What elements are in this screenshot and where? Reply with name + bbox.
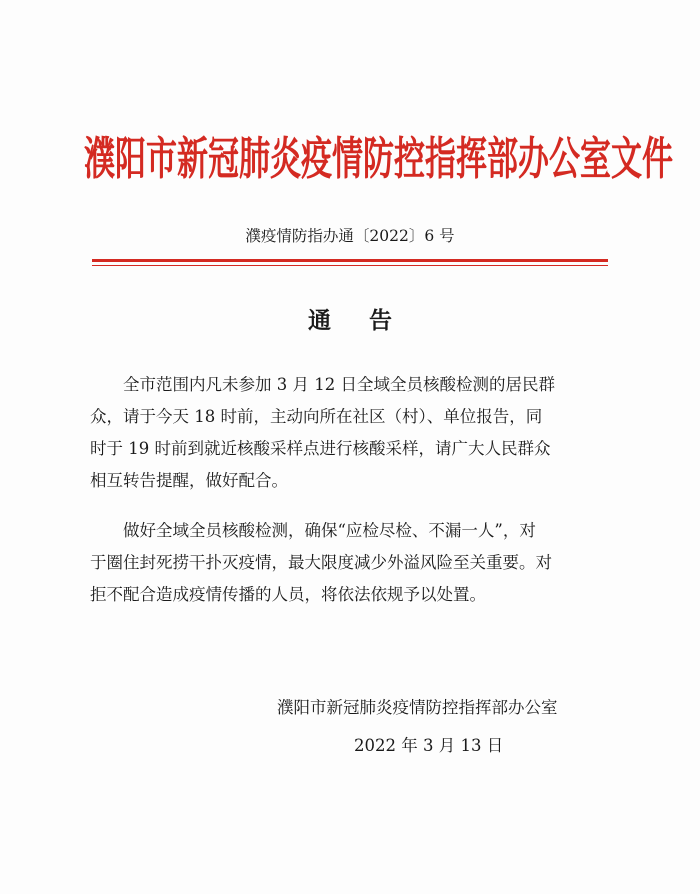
document-number: 濮疫情防指办通〔2022〕6 号 [245,227,455,245]
paragraph-line: 时于 19 时前到就近核酸采样点进行核酸采样，请广大人民群众 [90,439,551,458]
body-paragraph-1 [90,369,610,497]
paragraph-line: 全市范围内凡未参加 3 月 12 日全域全员核酸检测的居民群 [123,375,555,394]
red-separator-line-thin [92,265,608,266]
notice-title: 通告 [308,307,430,334]
paragraph-line: 于圈住封死捞干扑灭疫情，最大限度减少外溢风险至关重要。对 [90,553,552,572]
paragraph-line: 相互转告提醒，做好配合。 [90,471,288,490]
issue-date: 2022 年 3 月 13 日 [354,736,504,755]
red-separator-line [92,259,608,262]
paragraph-line: 众，请于今天 18 时前，主动向所在社区（村）、单位报告，同 [90,407,543,426]
body-paragraph-2 [90,515,610,611]
paragraph-line: 拒不配合造成疫情传播的人员，将依法依规予以处置。 [90,585,486,604]
document-red-header-title: 濮阳市新冠肺炎疫情防控指挥部办公室文件 [84,133,673,186]
paragraph-line: 做好全域全员核酸检测，确保“应检尽检、不漏一人”，对 [123,521,536,540]
issuing-office-signature: 濮阳市新冠肺炎疫情防控指挥部办公室 [277,698,558,717]
